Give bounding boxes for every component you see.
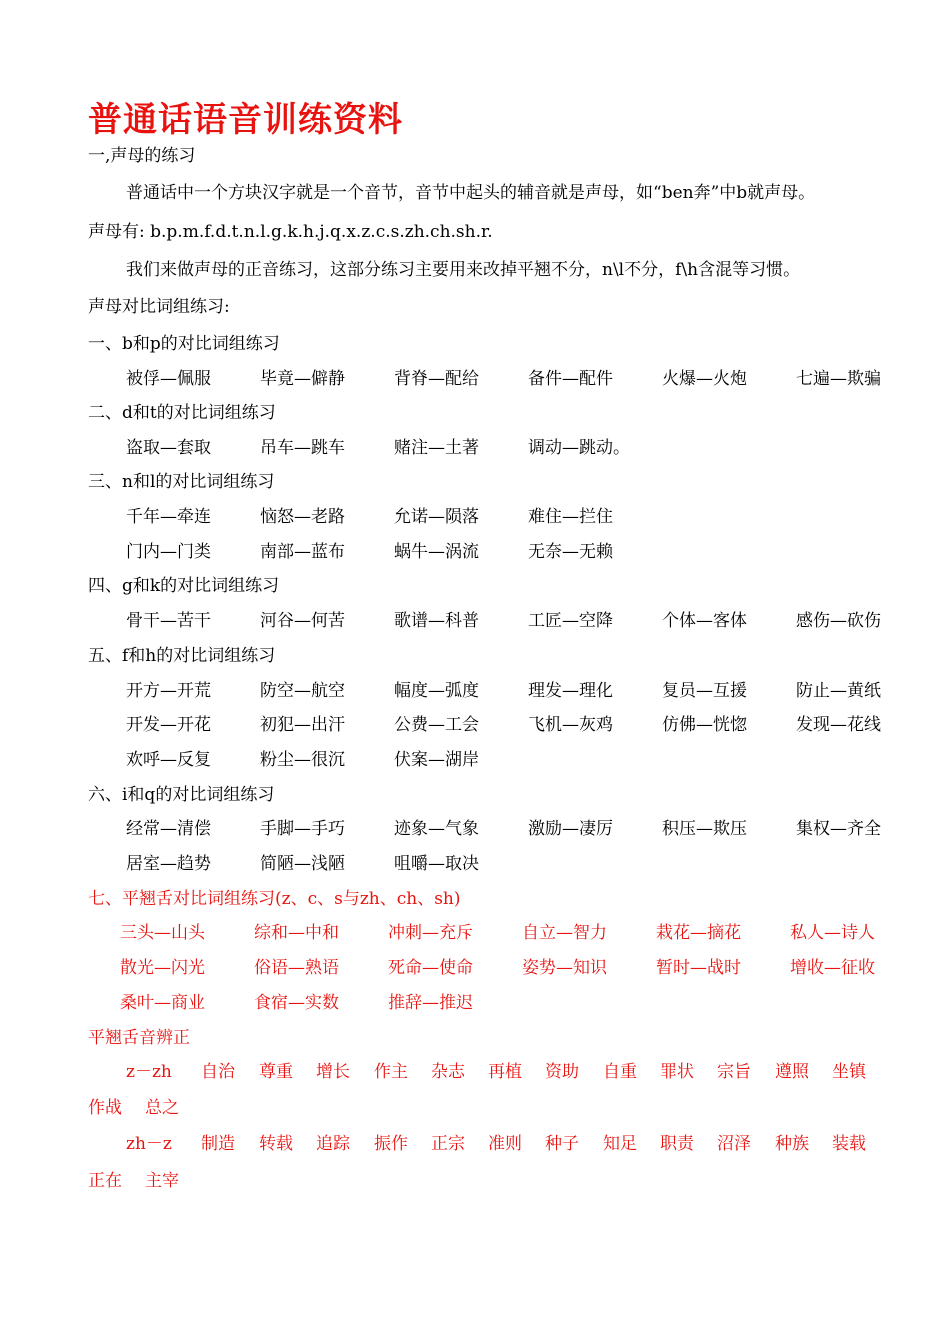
word-pair: 毕竟—僻静 [260,369,345,389]
word: 遵照 [775,1062,809,1082]
word-pair: 粉尘—很沉 [260,750,345,770]
word-pair: 激励—凄厉 [528,819,613,839]
group-heading: 五、f和h的对比词组练习 [88,646,276,666]
group-heading: 四、g和k的对比词组练习 [88,576,280,596]
word: 宗旨 [717,1062,751,1082]
zh-z-label: zh－z [126,1134,172,1154]
word-pair: 感伤—砍伤 [796,611,881,631]
word-pair: 伏案—湖岸 [394,750,479,770]
word-pair: 增收—征收 [790,958,875,978]
word-pair: 门内—门类 [126,542,211,562]
word: 振作 [374,1134,408,1154]
word-pair: 仿佛—恍惚 [662,715,747,735]
word: 追踪 [316,1134,350,1154]
word: 装载 [832,1134,866,1154]
word-pair: 恼怒—老路 [260,507,345,527]
word-pair: 经常—清偿 [126,819,211,839]
pingqiao-heading: 平翘舌音辨正 [88,1028,190,1048]
word-pair: 理发—理化 [528,681,613,701]
word-pair: 初犯—出汗 [260,715,345,735]
word-pair: 开方—开荒 [126,681,211,701]
word-pair: 迹象—气象 [394,819,479,839]
word-pair: 暂时—战时 [656,958,741,978]
word-pair: 背脊—配给 [394,369,479,389]
word-pair: 防空—航空 [260,681,345,701]
word-pair: 欢呼—反复 [126,750,211,770]
word: 种族 [775,1134,809,1154]
word-pair: 蜗牛—涡流 [394,542,479,562]
group-heading: 一、b和p的对比词组练习 [88,334,280,354]
word: 作战 [88,1098,122,1118]
word-pair: 千年—牵连 [126,507,211,527]
word-pair: 开发—开花 [126,715,211,735]
intro-paragraph: 普通话中一个方块汉字就是一个音节，音节中起头的辅音就是声母，如“ben奔”中b就声母。 [126,183,816,203]
word: 作主 [374,1062,408,1082]
word-pair: 俗语—熟语 [254,958,339,978]
word-pair: 公费—工会 [394,715,479,735]
z-zh-label: z－zh [126,1062,172,1082]
word-pair: 推辞—推迟 [388,993,473,1013]
word-pair: 积压—欺压 [662,819,747,839]
word-pair: 综和—中和 [254,923,339,943]
word-pair: 三头—山头 [120,923,205,943]
word-pair: 简陋—浅陋 [260,854,345,874]
word-pair: 工匠—空降 [528,611,613,631]
word-pair: 南部—蓝布 [260,542,345,562]
word: 再植 [488,1062,522,1082]
initials-line: 声母有: b.p.m.f.d.t.n.l.g.k.h.j.q.x.z.c.s.zh.ch.sh.r. [88,222,493,242]
word-pair: 自立—智力 [522,923,607,943]
word-pair: 无奈—无赖 [528,542,613,562]
word-pair: 赌注—土著 [394,438,479,458]
word: 种子 [545,1134,579,1154]
word: 增长 [316,1062,350,1082]
practice-intro: 我们来做声母的正音练习，这部分练习主要用来改掉平翘不分，n\l不分，f\h含混等习惯。 [126,260,801,280]
section-heading: 一,声母的练习 [88,146,196,166]
word-pair: 被俘—佩服 [126,369,211,389]
word-pair: 桑叶—商业 [120,993,205,1013]
word: 知足 [603,1134,637,1154]
word-pair: 幅度—弧度 [394,681,479,701]
word-pair: 栽花—摘花 [656,923,741,943]
word-pair: 调动—跳动。 [528,438,630,458]
word: 正宗 [431,1134,465,1154]
group-heading: 三、n和l的对比词组练习 [88,472,275,492]
group-heading: 七、平翘舌对比词组练习(z、c、s与zh、ch、sh) [88,889,461,909]
contrast-heading: 声母对比词组练习: [88,297,230,317]
word-pair: 手脚—手巧 [260,819,345,839]
word: 资助 [545,1062,579,1082]
document-title: 普通话语音训练资料 [88,100,403,140]
word-pair: 允诺—陨落 [394,507,479,527]
word: 总之 [145,1098,179,1118]
word-pair: 死命—使命 [388,958,473,978]
word-pair: 发现—花线 [796,715,881,735]
word-pair: 七遍—欺骗 [796,369,881,389]
word-pair: 冲刺—充斥 [388,923,473,943]
word: 杂志 [431,1062,465,1082]
word-pair: 复员—互援 [662,681,747,701]
word-pair: 骨干—苦干 [126,611,211,631]
word-pair: 备件—配件 [528,369,613,389]
word: 沼泽 [717,1134,751,1154]
word-pair: 个体—客体 [662,611,747,631]
word: 转载 [259,1134,293,1154]
word: 坐镇 [832,1062,866,1082]
word-pair: 散光—闪光 [120,958,205,978]
word-pair: 咀嚼—取决 [394,854,479,874]
word-pair: 居室—趋势 [126,854,211,874]
word-pair: 火爆—火炮 [662,369,747,389]
word: 职责 [660,1134,694,1154]
word-pair: 集权—齐全 [796,819,881,839]
word: 尊重 [259,1062,293,1082]
word-pair: 吊车—跳车 [260,438,345,458]
word-pair: 难住—拦住 [528,507,613,527]
word: 罪状 [660,1062,694,1082]
word: 制造 [201,1134,235,1154]
word: 主宰 [145,1171,179,1191]
word: 准则 [488,1134,522,1154]
word-pair: 飞机—灰鸡 [528,715,613,735]
word-pair: 河谷—何苦 [260,611,345,631]
word-pair: 姿势—知识 [522,958,607,978]
word-pair: 私人—诗人 [790,923,875,943]
word-pair: 盗取—套取 [126,438,211,458]
group-heading: 六、i和q的对比词组练习 [88,785,275,805]
group-heading: 二、d和t的对比词组练习 [88,403,276,423]
word: 自治 [201,1062,235,1082]
word-pair: 歌谱—科普 [394,611,479,631]
word: 正在 [88,1171,122,1191]
word: 自重 [603,1062,637,1082]
word-pair: 食宿—实数 [254,993,339,1013]
word-pair: 防止—黄纸 [796,681,881,701]
